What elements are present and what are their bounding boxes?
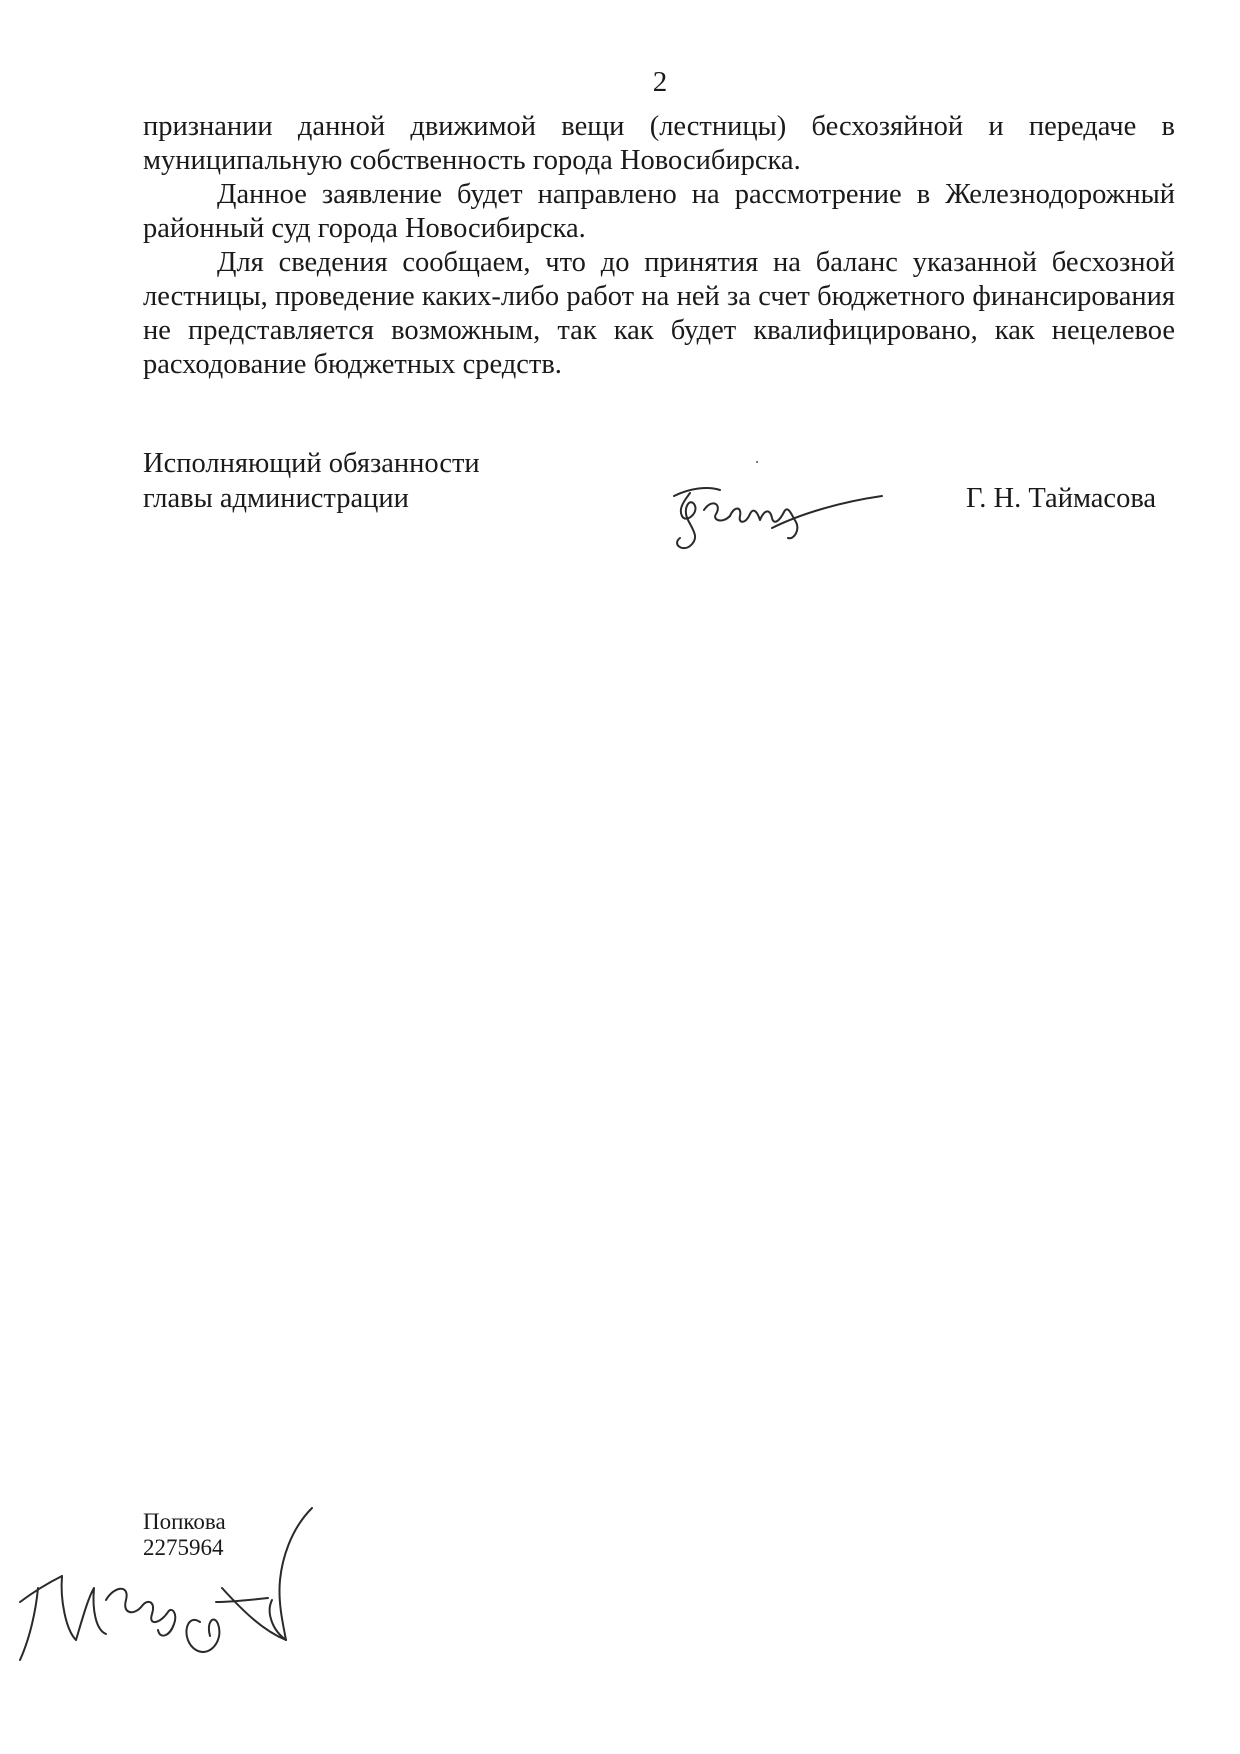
signatory-title <box>143 446 480 516</box>
paragraph-information: Для сведения сообщаем, что до принятия на баланс указанной бесхозной лестницы, проведение каких-либо работ на ней за счет бюджетного финансирования не представляется возможным, так как будет квалифицировано, как нецелевое расходование бюджетных средств. <box>143 247 1175 380</box>
signatory-title-line1: Исполняющий обязанности <box>143 448 480 479</box>
handwritten-signature-icon <box>660 468 890 558</box>
approval-initials-icon <box>10 1490 340 1665</box>
paragraph-continuation: признании данной движимой вещи (лестницы) бесхозяйной и передаче в муниципальную собственность города Новосибирска. <box>143 111 1175 176</box>
signatory-name: Г. Н. Таймасова <box>966 483 1157 514</box>
page-number: 2 <box>652 66 668 98</box>
paragraph-court: Данное заявление будет направлено на рассмотрение в Железнодорожный районный суд города Новосибирска. <box>143 179 1175 244</box>
executor-name: Попкова <box>143 1509 226 1534</box>
signatory-title-line2: главы администрации <box>143 483 409 514</box>
executor-phone: 2275964 <box>143 1535 224 1560</box>
letter-body <box>143 110 1175 382</box>
scan-speck <box>756 461 758 463</box>
